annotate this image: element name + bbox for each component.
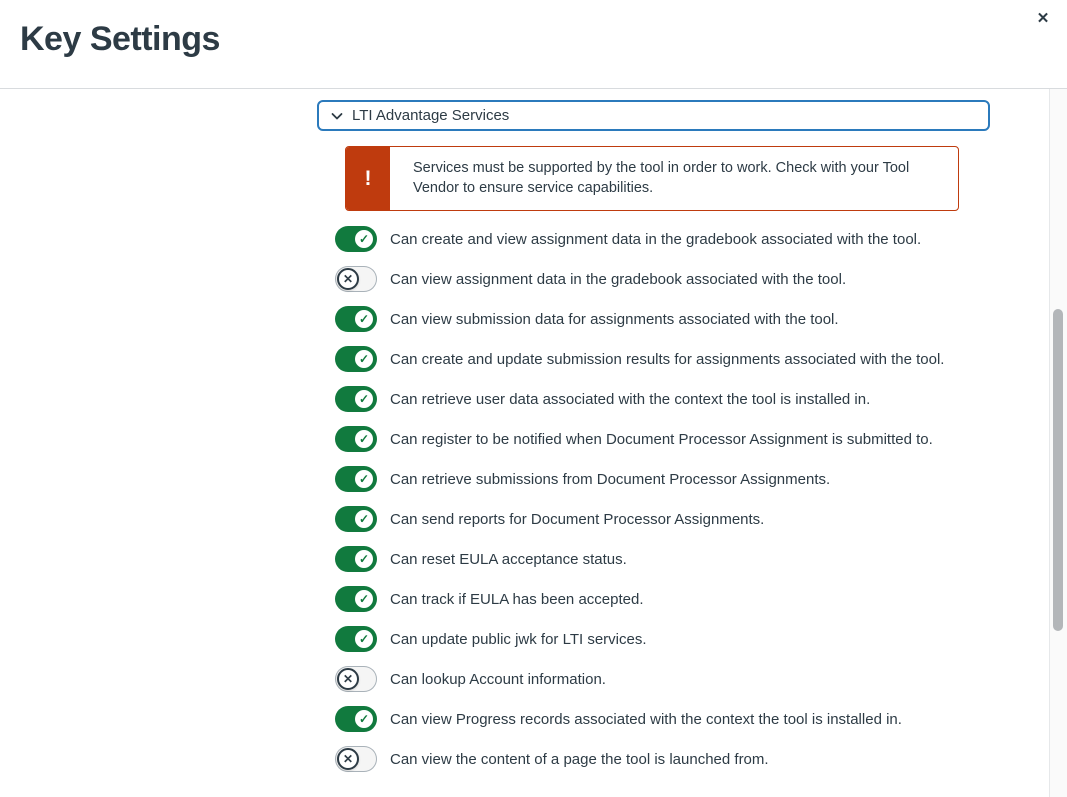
service-toggle[interactable] (335, 426, 377, 452)
service-toggle[interactable] (335, 666, 377, 692)
alert-message: Services must be supported by the tool in order to work. Check with your Tool Vendor to ensure service capabilities. (413, 160, 910, 196)
check-icon: ✓ (358, 632, 370, 646)
toggle-label: Can register to be notified when Document Processor Assignment is submitted to. (390, 430, 933, 448)
modal-body (0, 89, 1049, 797)
service-toggle[interactable] (335, 706, 377, 732)
toggle-knob (353, 628, 375, 650)
toggle-row (335, 266, 944, 292)
toggle-row (335, 666, 944, 692)
service-toggle[interactable] (335, 506, 377, 532)
service-toggle-list (335, 226, 944, 786)
toggle-row (335, 306, 944, 332)
service-toggle[interactable] (335, 266, 377, 292)
toggle-knob (337, 268, 359, 290)
check-icon: ✓ (358, 592, 370, 606)
toggle-label: Can retrieve submissions from Document Processor Assignments. (390, 470, 831, 488)
toggle-knob (353, 468, 375, 490)
scrollbar-track[interactable] (1049, 89, 1067, 797)
exclamation-glyph: ! (364, 166, 372, 190)
toggle-label: Can view submission data for assignments associated with the tool. (390, 310, 839, 328)
toggle-label: Can view assignment data in the gradebook associated with the tool. (390, 270, 847, 288)
section-toggle-lti-advantage-services[interactable] (317, 100, 990, 131)
toggle-row (335, 506, 944, 532)
service-toggle[interactable] (335, 586, 377, 612)
check-icon: ✓ (358, 432, 370, 446)
chevron-down-icon (329, 108, 345, 124)
x-icon: ✕ (342, 672, 354, 686)
toggle-knob (337, 748, 359, 770)
service-toggle[interactable] (335, 466, 377, 492)
toggle-label: Can retrieve user data associated with the context the tool is installed in. (390, 390, 871, 408)
modal-header (0, 0, 1067, 89)
page-title: Key Settings (20, 20, 220, 58)
toggle-knob (353, 308, 375, 330)
toggle-label: Can create and update submission results for assignments associated with the tool. (390, 350, 945, 368)
service-toggle[interactable] (335, 546, 377, 572)
toggle-row (335, 226, 944, 252)
x-icon: ✕ (342, 272, 354, 286)
check-icon: ✓ (358, 392, 370, 406)
service-toggle[interactable] (335, 626, 377, 652)
toggle-knob (353, 428, 375, 450)
toggle-row (335, 386, 944, 412)
exclamation-icon (346, 147, 390, 210)
toggle-label: Can create and view assignment data in the gradebook associated with the tool. (390, 230, 922, 248)
toggle-label: Can send reports for Document Processor Assignments. (390, 510, 765, 528)
toggle-label: Can track if EULA has been accepted. (390, 590, 644, 608)
scrollbar-thumb[interactable] (1053, 309, 1063, 631)
check-icon: ✓ (358, 712, 370, 726)
toggle-label: Can lookup Account information. (390, 670, 606, 688)
toggle-row (335, 546, 944, 572)
toggle-knob (353, 228, 375, 250)
toggle-row (335, 466, 944, 492)
toggle-label: Can reset EULA acceptance status. (390, 550, 627, 568)
check-icon: ✓ (358, 552, 370, 566)
toggle-label: Can view the content of a page the tool is launched from. (390, 750, 769, 768)
toggle-knob (353, 588, 375, 610)
check-icon: ✓ (358, 472, 370, 486)
toggle-row (335, 706, 944, 732)
toggle-label: Can update public jwk for LTI services. (390, 630, 647, 648)
check-icon: ✓ (358, 512, 370, 526)
toggle-row (335, 746, 944, 772)
x-icon: ✕ (342, 752, 354, 766)
service-toggle[interactable] (335, 226, 377, 252)
service-toggle[interactable] (335, 386, 377, 412)
service-toggle[interactable] (335, 306, 377, 332)
toggle-row (335, 426, 944, 452)
toggle-knob (353, 348, 375, 370)
toggle-knob (337, 668, 359, 690)
toggle-knob (353, 708, 375, 730)
service-toggle[interactable] (335, 746, 377, 772)
warning-alert (345, 146, 959, 211)
toggle-row (335, 586, 944, 612)
check-icon: ✓ (358, 232, 370, 246)
close-button[interactable] (1029, 4, 1057, 32)
toggle-label: Can view Progress records associated with the context the tool is installed in. (390, 710, 902, 728)
toggle-knob (353, 388, 375, 410)
close-icon: ✕ (1036, 10, 1050, 27)
toggle-knob (353, 508, 375, 530)
section-label: LTI Advantage Services (352, 107, 510, 124)
toggle-row (335, 626, 944, 652)
service-toggle[interactable] (335, 346, 377, 372)
check-icon: ✓ (358, 352, 370, 366)
toggle-knob (353, 548, 375, 570)
toggle-row (335, 346, 944, 372)
check-icon: ✓ (358, 312, 370, 326)
